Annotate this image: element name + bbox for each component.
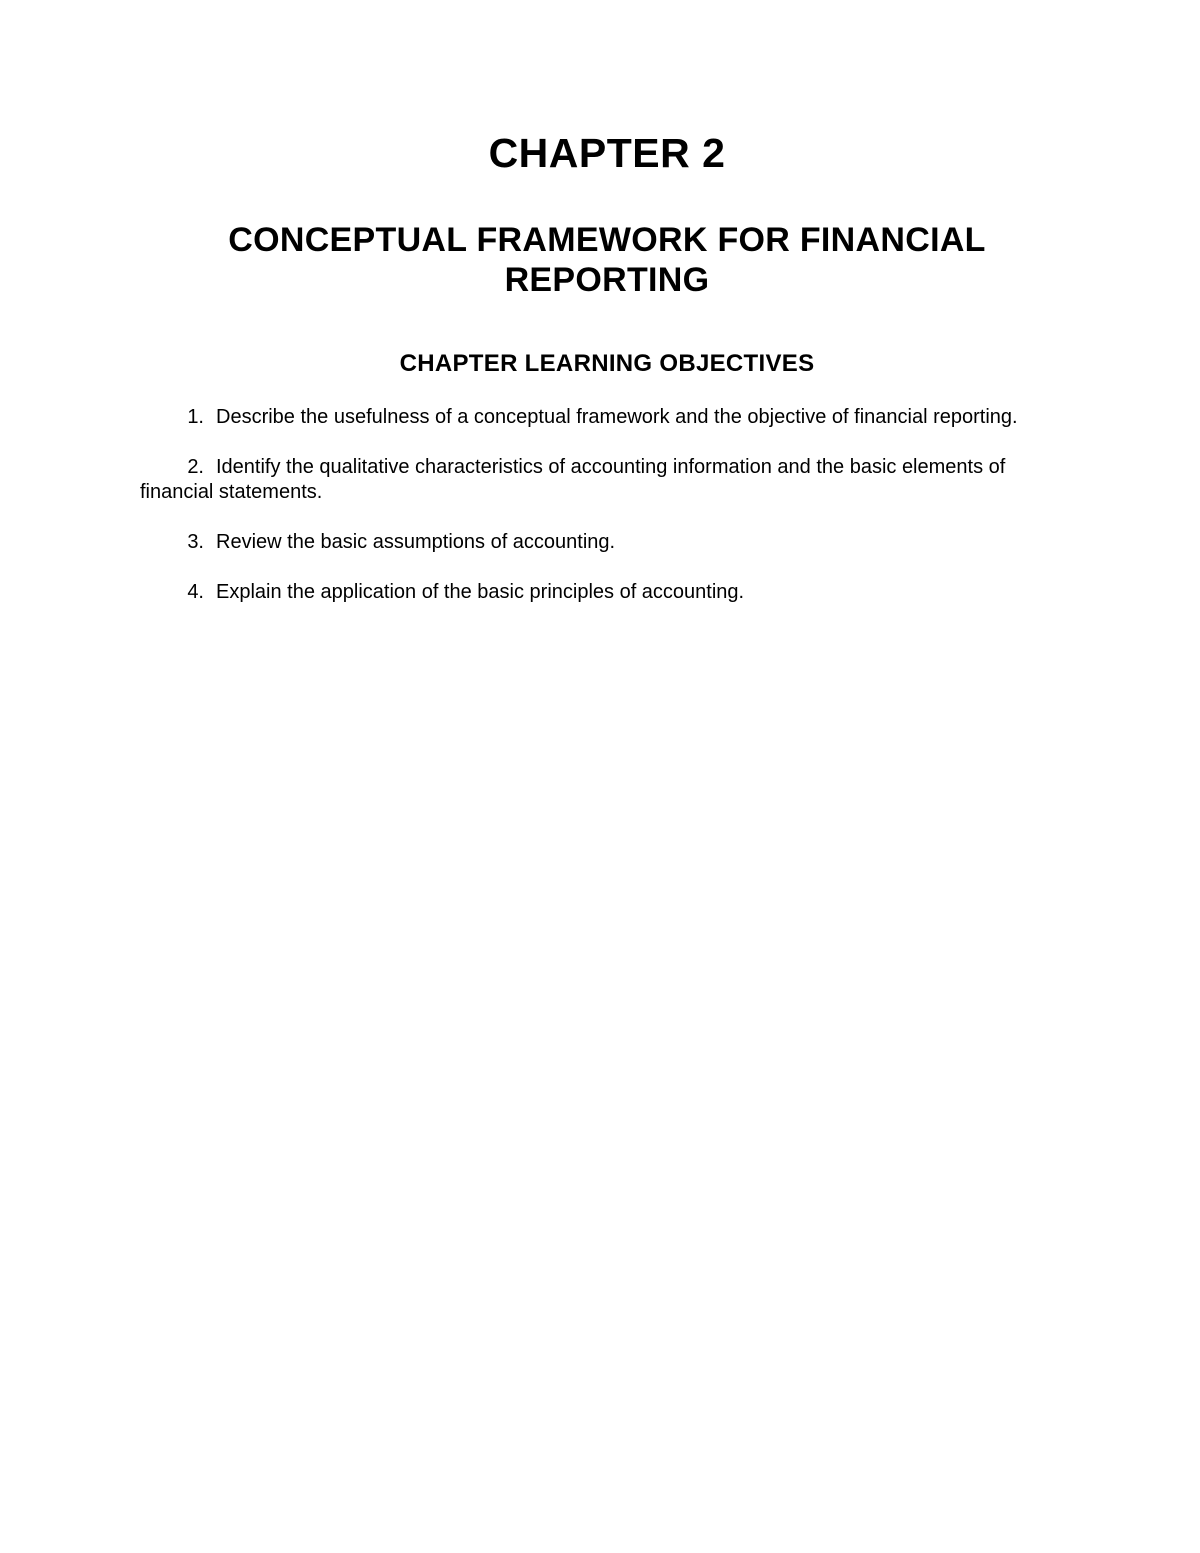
chapter-title-heading: CONCEPTUAL FRAMEWORK FOR FINANCIAL REPORTING [228, 221, 986, 299]
objective-item-1 [140, 405, 1070, 430]
objective-text: Review the basic assumptions of accounting. [216, 531, 616, 553]
objective-text: Describe the usefulness of a conceptual framework and the objective of financial reporting. [216, 406, 1018, 428]
objective-number: 2. [187, 456, 204, 478]
objective-number: 4. [187, 581, 204, 603]
learning-objectives-heading: CHAPTER LEARNING OBJECTIVES [399, 350, 815, 377]
objective-item-4 [140, 580, 1070, 605]
objective-number: 1. [187, 406, 204, 428]
objective-item-2 [140, 455, 1070, 505]
chapter-number-heading: CHAPTER 2 [488, 130, 726, 176]
objective-text: Explain the application of the basic principles of accounting. [216, 581, 745, 603]
objective-text: Identify the qualitative characteristics of accounting information and the basic elements of financial statements. [140, 456, 1006, 503]
objective-number: 3. [187, 531, 204, 553]
objective-item-3 [140, 530, 1070, 555]
